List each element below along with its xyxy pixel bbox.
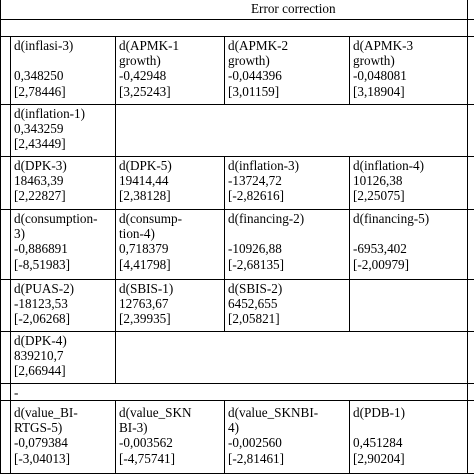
header-error-correction: Error correction bbox=[251, 1, 336, 16]
rule-row-2 bbox=[0, 104, 474, 105]
cell-inflation-1: d(inflation-1) 0,343259 [2,43449] bbox=[14, 106, 86, 152]
rule-col-1-row-2 bbox=[115, 104, 116, 156]
rule-row-3 bbox=[0, 156, 474, 157]
rule-col-1-row-1 bbox=[115, 36, 116, 104]
cell-consumption-3: d(consumption- 3) -0,886891 [-8,51983] bbox=[14, 211, 98, 272]
rule-col-1-row-5 bbox=[115, 279, 116, 331]
cell-apmk-3-growth: d(APMK-3 growth) -0,048081 [3,18904] bbox=[353, 38, 414, 99]
rule-row-4 bbox=[0, 209, 474, 210]
cell-apmk-2-growth: d(APMK-2 growth) -0,044396 [3,01159] bbox=[228, 38, 289, 99]
cell-puas-2: d(PUAS-2) -18123,53 [-2,06268] bbox=[14, 281, 75, 327]
cell-inflasi-3: d(inflasi-3) 0,348250 [2,78446] bbox=[14, 38, 74, 99]
cell-dpk-5: d(DPK-5) 19414,44 [2,38128] bbox=[119, 158, 172, 204]
rule-col-3-row-8 bbox=[349, 400, 350, 474]
rule-col-2-row-1 bbox=[224, 36, 225, 104]
cell-sbis-1: d(SBIS-1) 12763,67 [2,39935] bbox=[119, 281, 174, 327]
cell-sbis-2: d(SBIS-2) 6452,655 [2,05821] bbox=[228, 281, 283, 327]
cell-value-sknbi-4: d(value_SKNBI- 4) -0,002560 [-2,81461] bbox=[228, 405, 319, 466]
cell-financing-2: d(financing-2) -10926,88 [-2,68135] bbox=[228, 211, 305, 272]
cell-value-sknbi-3: d(value_SKN BI-3) -0,003562 [-4,75741] bbox=[119, 405, 192, 466]
rule-row-1 bbox=[0, 36, 474, 37]
rule-left-inner bbox=[10, 36, 11, 474]
rule-row-7 bbox=[0, 383, 474, 384]
rule-col-3-row-4 bbox=[349, 209, 350, 279]
rule-col-1-row-8 bbox=[115, 400, 116, 474]
rule-row-8 bbox=[0, 400, 474, 401]
rule-col-3-row-5 bbox=[349, 279, 350, 331]
rule-outer-left bbox=[0, 0, 1, 474]
rule-row-5 bbox=[0, 279, 474, 280]
rule-col-2-row-5 bbox=[224, 279, 225, 331]
rule-col-3-row-1 bbox=[349, 36, 350, 104]
cell-dpk-4: d(DPK-4) 839210,7 [2,66944] bbox=[14, 333, 67, 379]
rule-col-1-row-4 bbox=[115, 209, 116, 279]
rule-outer-right bbox=[467, 0, 468, 474]
cell-consumption-4: d(consump- tion-4) 0,718379 [4,41798] bbox=[119, 211, 182, 272]
rule-row-6 bbox=[0, 331, 474, 332]
cell-value-bi-rtgs-5: d(value_BI- RTGS-5) -0,079384 [-3,04013] bbox=[14, 405, 78, 466]
rule-col-2-row-8 bbox=[224, 400, 225, 474]
rule-col-1-row-6 bbox=[115, 331, 116, 383]
rule-col-1-row-3 bbox=[115, 156, 116, 209]
cell-financing-5: d(financing-5) -6953,402 [-2,00979] bbox=[353, 211, 430, 272]
rule-col-3-row-3 bbox=[349, 156, 350, 209]
cell-inflation-4: d(inflation-4) 10126,38 [2,25075] bbox=[353, 158, 425, 204]
rule-col-2-row-4 bbox=[224, 209, 225, 279]
cell-pdb-1: d(PDB-1) 0,451284 [2,90204] bbox=[353, 405, 406, 466]
rule-col-2-row-3 bbox=[224, 156, 225, 209]
rule-header-top bbox=[0, 19, 474, 20]
cell-dpk-3: d(DPK-3) 18463,39 [2,22827] bbox=[14, 158, 67, 204]
cell-apmk-1-growth: d(APMK-1 growth) -0,42948 [3,25243] bbox=[119, 38, 180, 99]
cell-inflation-3: d(inflation-3) -13724,72 [-2,82616] bbox=[228, 158, 300, 204]
cell-dash: - bbox=[14, 385, 19, 400]
